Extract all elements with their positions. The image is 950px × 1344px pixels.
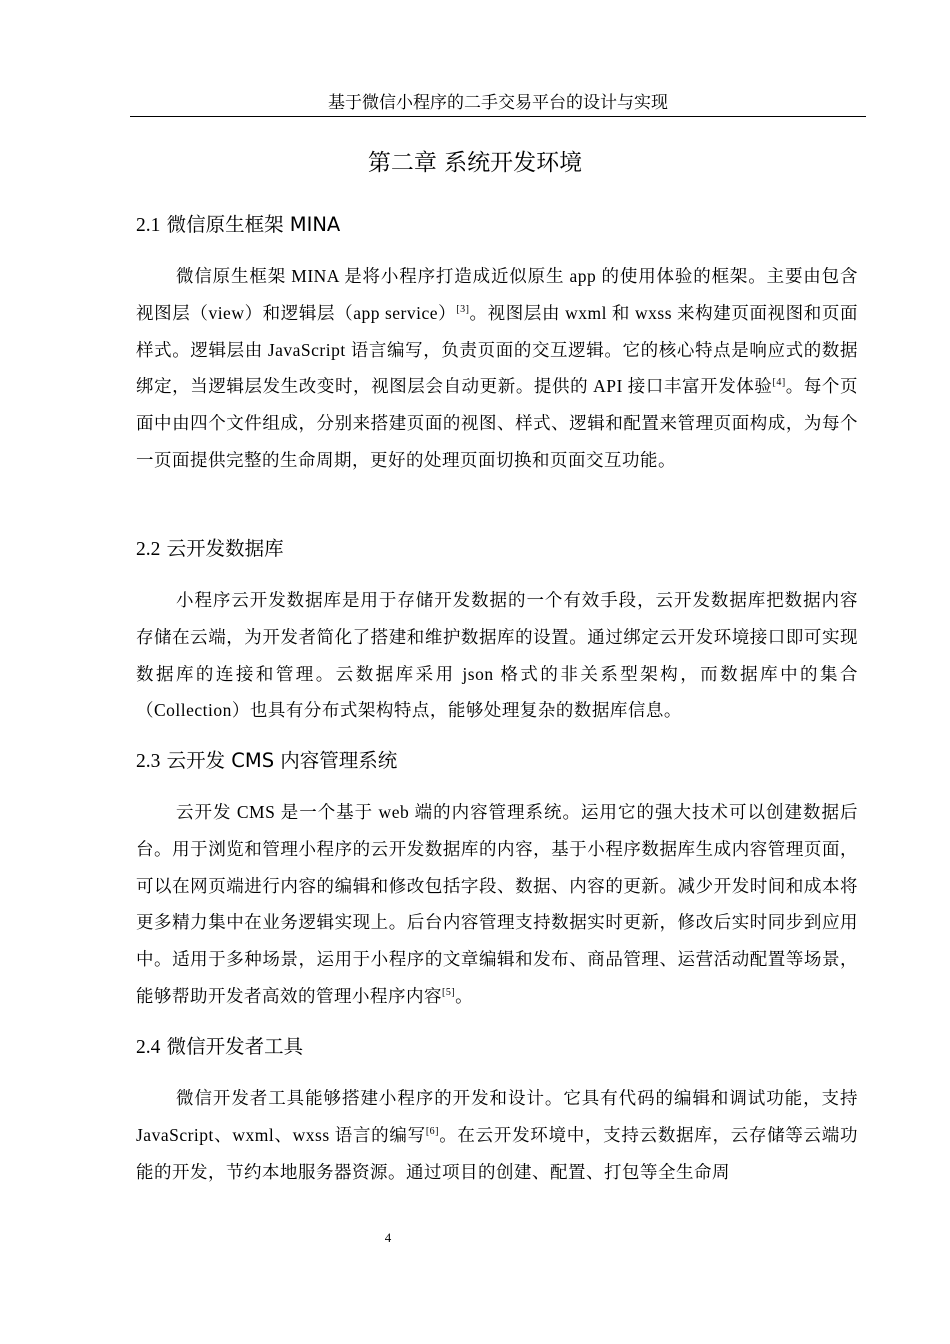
section-title: 云开发数据库 (160, 537, 284, 560)
paragraph-text: 微信开发者工具能够搭建小程序的开发和设计。它具有代码的编辑和调试功能，支持 JavaScript、wxml、wxss 语言的编写 (136, 1088, 858, 1145)
section-number: 2.3 (136, 751, 161, 772)
section-2-2-paragraph (136, 582, 858, 729)
paragraph-text: 微信原生框架 MINA 是将小程序打造成近似原生 app 的使用体验的框架。主要由包含视图层（view）和逻辑层（app service） (136, 266, 858, 323)
paragraph-text: 小程序云开发数据库是用于存储开发数据的一个有效手段，云开发数据库把数据内容存储在云端，为开发者简化了搭建和维护数据库的设置。通过绑定云开发环境接口即可实现数据库的连接和管理。云数据库采用 json 格式的非关系型架构，而数据库中的集合（Collection）也具有分布式架构特点，能够处理复杂的数据库信息。 (136, 590, 858, 721)
chapter-title: 第二章 系统开发环境 (367, 150, 583, 176)
section-title: 微信原生框架 MINA (160, 213, 341, 236)
section-title: 微信开发者工具 (160, 1035, 304, 1058)
section-heading-2-2 (136, 534, 866, 565)
citation-ref: [4] (772, 377, 786, 389)
citation-ref: [3] (456, 303, 470, 315)
section-2-3-paragraph (136, 794, 858, 1015)
section-2-1-paragraph (136, 258, 858, 479)
paragraph-text: 。视图层由 wxml 和 wxss 来构建页面视图和页面样式。逻辑层由 JavaScript 语言编写，负责页面的交互逻辑。它的核心特点是响应式的数据绑定，当逻辑层发生改变时，视图层会自动更新。提供的 API 接口丰富开发体验 (136, 302, 858, 397)
paragraph-text: 。每个页面中由四个文件组成，分别来搭建页面的视图、样式、逻辑和配置来管理页面构成，为每个一页面提供完整的生命周期，更好的处理页面切换和页面交互功能。 (136, 376, 859, 470)
running-header-title: 基于微信小程序的二手交易平台的设计与实现 (328, 93, 668, 112)
running-header (130, 92, 866, 117)
section-heading-2-1 (136, 210, 866, 241)
page-number: 4 (384, 1230, 392, 1245)
paragraph-text: 云开发 CMS 是一个基于 web 端的内容管理系统。运用它的强大技术可以创建数据后台。用于浏览和管理小程序的云开发数据库的内容，基于小程序数据库生成内容管理页面，可以在网页端进行内容的编辑和修改包括字段、数据、内容的更新。减少开发时间和成本将更多精力集中在业务逻辑实现上。后台内容管理支持数据实时更新，修改后实时同步到应用中。适用于多种场景，运用于小程序的文章编辑和发布、商品管理、运营活动配置等场景，能够帮助开发者高效的管理小程序内容 (136, 802, 858, 1006)
section-number: 2.2 (136, 539, 161, 560)
paragraph-text: 。 (455, 985, 474, 1006)
section-title: 云开发 CMS 内容管理系统 (160, 749, 398, 772)
citation-ref: [5] (442, 987, 456, 999)
citation-ref: [6] (425, 1125, 439, 1137)
section-heading-2-3 (136, 746, 866, 777)
section-heading-2-4 (136, 1032, 866, 1063)
section-number: 2.4 (136, 1037, 161, 1058)
section-number: 2.1 (136, 215, 161, 236)
section-2-4-paragraph (136, 1080, 858, 1190)
paragraph-text: 。在云开发环境中，支持云数据库，云存储等云端功能的开发，节约本地服务器资源。通过项目的创建、配置、打包等全生命周 (136, 1124, 858, 1182)
